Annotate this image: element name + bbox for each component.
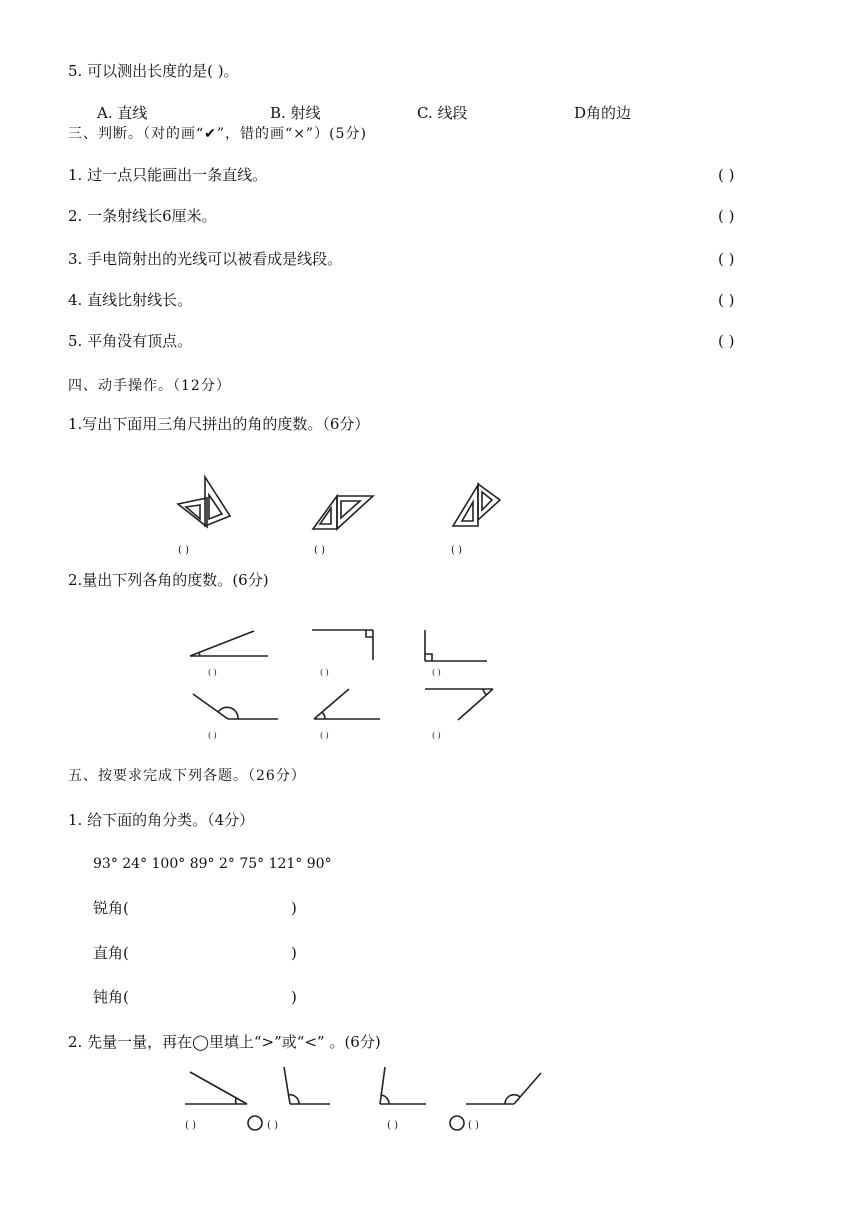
angle-figure-2	[312, 630, 373, 660]
judge-item-3: 3. 手电筒射出的光线可以被看成是线段。	[68, 250, 343, 268]
angle-figure-3	[425, 630, 487, 661]
section-4-title: 四、动手操作。（12分）	[68, 378, 231, 394]
judge-blank-3[interactable]: ( )	[718, 250, 735, 268]
angle-blank-1[interactable]: ( )	[208, 668, 217, 677]
compare-angle-2	[284, 1067, 330, 1104]
section-4-q1: 1.写出下面用三角尺拼出的角的度数。（6分）	[68, 415, 370, 433]
judge-blank-1[interactable]: ( )	[718, 166, 735, 184]
question-5-stem: 5. 可以测出长度的是( )。	[68, 62, 239, 80]
angle-blank-2[interactable]: ( )	[320, 668, 329, 677]
set-square-blank-3[interactable]: ( )	[451, 545, 462, 556]
acute-close: )	[291, 899, 297, 917]
right-label: 直角(	[93, 944, 129, 962]
angle-figure-4	[193, 694, 278, 719]
angle-blank-3[interactable]: ( )	[432, 668, 441, 677]
judge-item-1: 1. 过一点只能画出一条直线。	[68, 166, 268, 184]
section-5-q1: 1. 给下面的角分类。（4分）	[68, 811, 255, 829]
section-3-title: 三、判断。（对的画“✔”，错的画“×”）(5分)	[68, 126, 367, 142]
angle-figure-5	[314, 689, 380, 719]
angle-figure-6	[425, 689, 493, 720]
right-close: )	[291, 944, 297, 962]
obtuse-close: )	[291, 988, 297, 1006]
compare-blank-1[interactable]: ( )	[185, 1120, 196, 1131]
judge-blank-2[interactable]: ( )	[718, 207, 735, 225]
section-5-q2: 2. 先量一量，再在◯里填上“>”或“<” 。(6分)	[68, 1033, 381, 1051]
compare-circle-1[interactable]	[248, 1116, 262, 1130]
compare-blank-2[interactable]: ( )	[267, 1120, 278, 1131]
set-square-blank-2[interactable]: ( )	[314, 545, 325, 556]
compare-angle-3	[380, 1067, 426, 1104]
judge-blank-4[interactable]: ( )	[718, 291, 735, 309]
set-square-figure-2	[313, 496, 373, 529]
angle-blank-4[interactable]: ( )	[208, 731, 217, 740]
compare-blank-4[interactable]: ( )	[468, 1120, 479, 1131]
section-4-q2: 2.量出下列各角的度数。(6分)	[68, 571, 269, 589]
compare-blank-3[interactable]: ( )	[387, 1120, 398, 1131]
set-square-blank-1[interactable]: ( )	[178, 545, 189, 556]
set-square-figure-3	[453, 484, 500, 526]
option-b: B. 射线	[270, 104, 321, 122]
section-5-title: 五、按要求完成下列各题。（26分）	[68, 768, 306, 784]
angle-blank-5[interactable]: ( )	[320, 731, 329, 740]
angle-blank-6[interactable]: ( )	[432, 731, 441, 740]
angle-list: 93° 24° 100° 89° 2° 75° 121° 90°	[93, 856, 332, 872]
judge-item-5: 5. 平角没有顶点。	[68, 332, 193, 350]
obtuse-label: 钝角(	[93, 988, 129, 1006]
option-a: A. 直线	[97, 104, 148, 122]
angle-figure-1	[190, 631, 268, 656]
compare-circle-2[interactable]	[450, 1116, 464, 1130]
option-c: C. 线段	[417, 104, 468, 122]
compare-angle-1	[185, 1072, 247, 1104]
acute-label: 锐角(	[93, 899, 129, 917]
compare-angle-4	[466, 1073, 541, 1104]
judge-item-4: 4. 直线比射线长。	[68, 291, 193, 309]
option-d: D角的边	[574, 104, 632, 122]
judge-item-2: 2. 一条射线长6厘米。	[68, 207, 217, 225]
judge-blank-5[interactable]: ( )	[718, 332, 735, 350]
set-square-figure-1	[178, 477, 230, 527]
